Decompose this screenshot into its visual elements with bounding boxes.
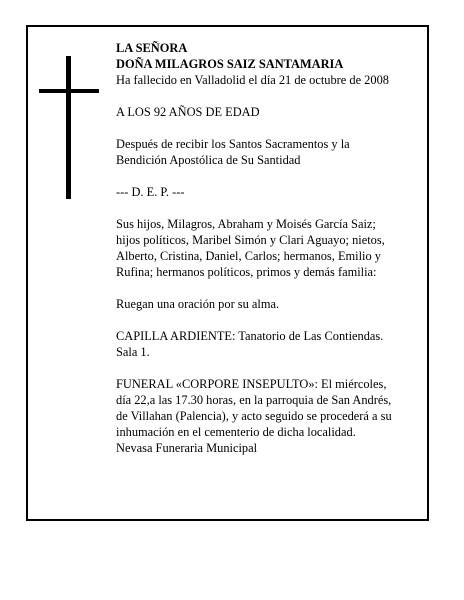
funeral-line: FUNERAL «CORPORE INSEPULTO»: El miércoles, (116, 377, 387, 391)
age-paragraph (116, 104, 424, 120)
sacraments-line: Bendición Apostólica de Su Santidad (116, 153, 301, 167)
obituary-notice (26, 25, 429, 521)
chapel-paragraph (116, 328, 424, 360)
family-line: Rufina; hermanos políticos, primos y demás familia: (116, 265, 377, 279)
funeral-line: inhumación en el cementerio de dicha localidad. (116, 425, 356, 439)
age-line: A LOS 92 AÑOS DE EDAD (116, 105, 260, 119)
funeral-paragraph (116, 376, 424, 456)
family-line: hijos políticos, Maribel Simón y Clari Aguayo; nietos, (116, 233, 385, 247)
chapel-line: Sala 1. (116, 345, 150, 359)
family-paragraph (116, 216, 424, 280)
cross-icon (39, 56, 99, 199)
cross-horizontal-bar (39, 89, 99, 93)
deceased-name: DOÑA MILAGROS SAIZ SANTAMARIA (116, 57, 344, 71)
notice-text (116, 40, 424, 456)
title-line: LA SEÑORA (116, 41, 188, 55)
cross-vertical-bar (66, 56, 71, 199)
rip-line: --- D. E. P. --- (116, 185, 185, 199)
family-line: Alberto, Cristina, Daniel, Carlos; hermanos, Emilio y (116, 249, 381, 263)
deceased-header (116, 40, 424, 88)
sacraments-line: Después de recibir los Santos Sacramentos y la (116, 137, 350, 151)
funeral-home: Nevasa Funeraria Municipal (116, 441, 258, 455)
sacraments-paragraph (116, 136, 424, 168)
death-statement: Ha fallecido en Valladolid el día 21 de octubre de 2008 (116, 73, 389, 87)
funeral-line: de Villahan (Palencia), y acto seguido se procederá a su (116, 409, 392, 423)
funeral-line: día 22,a las 17.30 horas, en la parroquia de San Andrés, (116, 393, 392, 407)
chapel-line: CAPILLA ARDIENTE: Tanatorio de Las Contiendas. (116, 329, 384, 343)
prayer-line: Ruegan una oración por su alma. (116, 297, 280, 311)
rip-paragraph (116, 184, 424, 200)
prayer-paragraph (116, 296, 424, 312)
family-line: Sus hijos, Milagros, Abraham y Moisés García Saiz; (116, 217, 376, 231)
